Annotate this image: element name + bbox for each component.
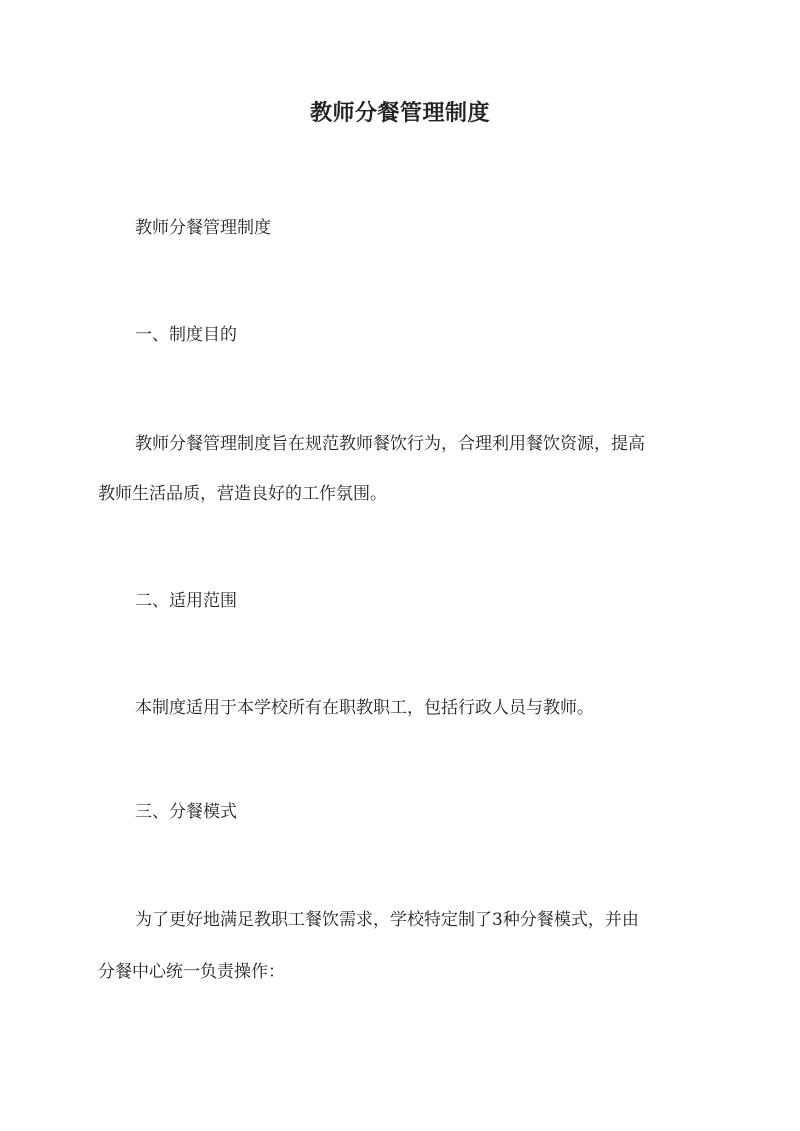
section-heading-mode: 三、分餐模式 bbox=[135, 802, 237, 822]
paragraph-mode-line-2: 分餐中心统一负责操作： bbox=[98, 962, 285, 982]
document-title: 教师分餐管理制度 bbox=[309, 100, 490, 126]
paragraph-scope: 本制度适用于本学校所有在职教职工，包括行政人员与教师。 bbox=[135, 698, 594, 718]
subtitle-line: 教师分餐管理制度 bbox=[135, 218, 271, 238]
section-heading-scope: 二、适用范围 bbox=[135, 591, 237, 611]
paragraph-purpose-line-2: 教师生活品质，营造良好的工作氛围。 bbox=[98, 484, 387, 504]
section-heading-purpose: 一、制度目的 bbox=[135, 325, 237, 345]
paragraph-mode-line-1: 为了更好地满足教职工餐饮需求，学校特定制了3种分餐模式，并由 bbox=[135, 910, 639, 930]
paragraph-purpose-line-1: 教师分餐管理制度旨在规范教师餐饮行为，合理利用餐饮资源，提高 bbox=[135, 434, 645, 454]
